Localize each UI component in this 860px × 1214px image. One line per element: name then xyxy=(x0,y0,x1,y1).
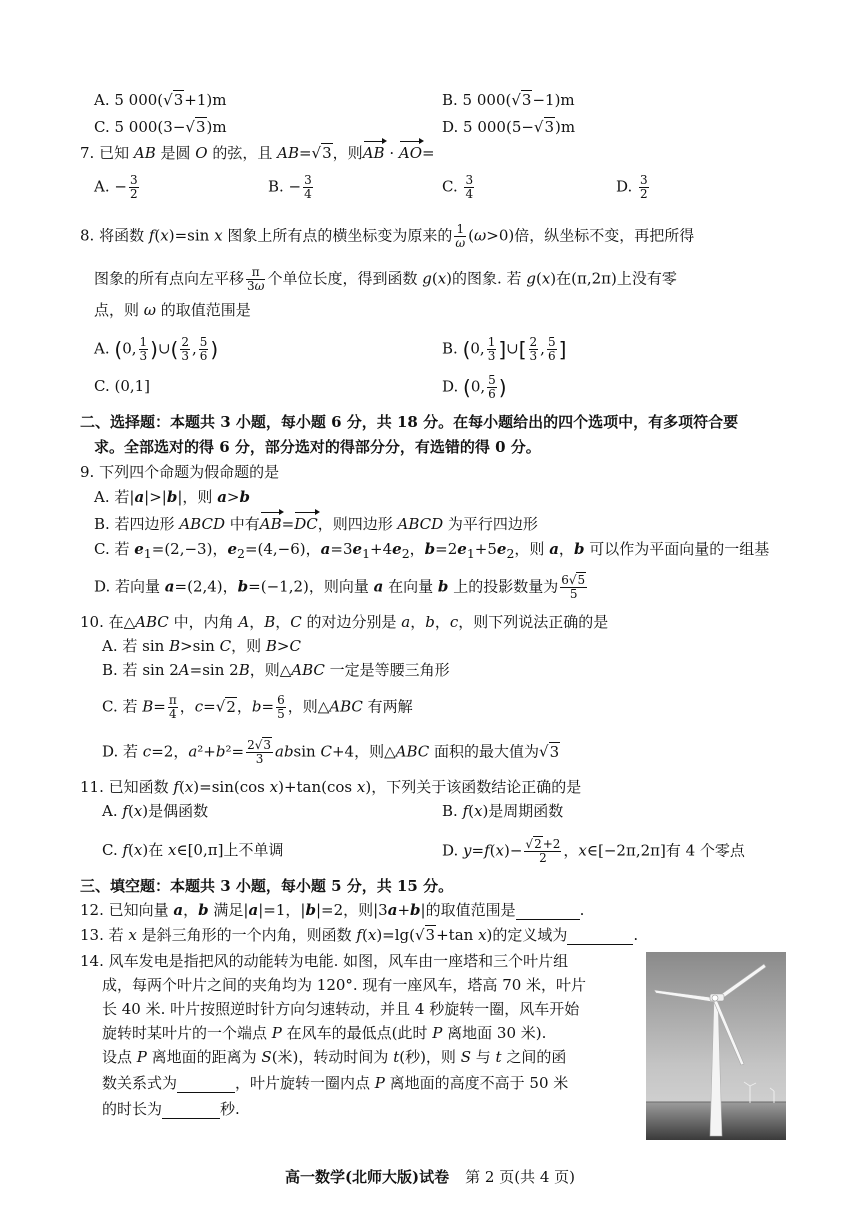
q9-option-b: B. 若四边形 ABCD 中有AB=DC，则四边形 ABCD 为平行四边形 xyxy=(94,515,538,533)
q8-option-d: D. (0, $\frac{5}{6}$ ) xyxy=(442,373,507,401)
wind-turbine-photo xyxy=(646,952,786,1140)
section-3-heading: 三、填空题：本题共 3 小题，每小题 5 分，共 15 分。 xyxy=(80,877,454,895)
q8-line-2: 图象的所有点向左平移 $\frac{\pi}{3\omega}$ 个单位长度，得到函数 g(x)的图象. 若 g(x)在(π,2π)上没有零 xyxy=(94,265,677,293)
q14-line-5: 设点 P 离地面的距离为 S(米)，转动时间为 t(秒)，则 S 与 t 之间的函 xyxy=(102,1048,567,1066)
q14-line-2: 成，每两个叶片之间的夹角均为 120°. 现有一座风车，塔高 70 米，叶片 xyxy=(102,976,587,994)
q11-option-d: D. y=f(x)− $\frac{√2+2}{2}$ ，x∈[−2π,2π]有 4 个零点 xyxy=(442,837,745,865)
q11-option-b: B. f(x)是周期函数 xyxy=(442,802,564,820)
q14-line-4: 旋转时某叶片的一个端点 P 在风车的最低点(此时 P 离地面 30 米). xyxy=(102,1024,547,1042)
q10-option-a: A. 若 sin B>sin C，则 B>C xyxy=(102,637,301,655)
q14-answer-blank-1[interactable] xyxy=(177,1076,235,1093)
footer-title: 高一数学(北师大版)试卷 xyxy=(284,1168,450,1186)
q10-option-b: B. 若 sin 2A=sin 2B，则△ABC 一定是等腰三角形 xyxy=(102,661,450,679)
q8-line-3: 点，则 ω 的取值范围是 xyxy=(94,301,251,319)
q8-option-c: C. (0,1] xyxy=(94,377,151,395)
q6-option-b: B. 5 000(√3−1)m xyxy=(442,91,575,109)
q9-stem: 9. 下列四个命题为假命题的是 xyxy=(80,463,280,481)
q9-option-a: A. 若|a|>|b|，则 a>b xyxy=(94,488,250,506)
q10-option-d: D. 若 c=2，a²+b²= $\frac{2√3}{3}$ absin C+4，则△ABC 面积的最大值为√3 xyxy=(102,738,560,766)
q7-option-b: B. − $\frac{3}{4}$ xyxy=(268,173,312,201)
q11-stem: 11. 已知函数 f(x)=sin(cos x)+tan(cos x)，下列关于该函数结论正确的是 xyxy=(80,778,582,796)
q8-option-a: A. (0, $\frac{1}{3}$ )∪( $\frac{2}{3}$ , $\frac{5}{6}$ ) xyxy=(94,335,219,363)
q8-option-b: B. (0, $\frac{1}{3}$ ]∪[ $\frac{2}{3}$ , $\frac{5}{6}$ ] xyxy=(442,335,567,363)
q7-option-d: D. $\frac{3}{2}$ xyxy=(616,173,648,201)
q10-stem: 10. 在△ABC 中，内角 A，B，C 的对边分别是 a，b，c，则下列说法正确的是 xyxy=(80,613,609,631)
q12-answer-blank[interactable] xyxy=(516,903,580,920)
q7-stem: 7. 已知 AB 是圆 O 的弦，且 AB=√3，则AB · AO= xyxy=(80,144,435,162)
q10-option-c: C. 若 B= $\frac{\pi}{4}$ ，c=√2，b= $\frac{6}{5}$ ，则△ABC 有两解 xyxy=(102,693,413,721)
q14-answer-blank-2[interactable] xyxy=(162,1102,220,1119)
q6-option-c: C. 5 000(3−√3)m xyxy=(94,118,227,136)
q13-answer-blank[interactable] xyxy=(567,928,633,945)
footer-page-number: 第 2 页(共 4 页) xyxy=(465,1168,576,1186)
q8-line-1: 8. 将函数 f(x)=sin x 图象上所有点的横坐标变为原来的 $\frac{1}{\omega}$ (ω>0)倍，纵坐标不变，再把所得 xyxy=(80,222,695,250)
q14-line-6: 数关系式为 ，叶片旋转一圈内点 P 离地面的高度不高于 50 米 xyxy=(102,1074,569,1092)
section-2-heading: 二、选择题：本题共 3 小题，每小题 6 分，共 18 分。在每小题给出的四个选项中，有多项符合要 xyxy=(80,413,739,431)
q11-option-a: A. f(x)是偶函数 xyxy=(102,802,209,820)
q7-option-a: A. − $\frac{3}{2}$ xyxy=(94,173,138,201)
q7-option-c: C. $\frac{3}{4}$ xyxy=(442,173,474,201)
q14-line-3: 长 40 米. 叶片按照逆时针方向匀速转动，并且 4 秒旋转一圈，风车开始 xyxy=(102,1000,580,1018)
q13-stem: 13. 若 x 是斜三角形的一个内角，则函数 f(x)=lg(√3+tan x)的定义域为 . xyxy=(80,926,639,944)
q11-option-c: C. f(x)在 x∈[0,π]上不单调 xyxy=(102,841,284,859)
q6-option-d: D. 5 000(5−√3)m xyxy=(442,118,576,136)
q14-line-7: 的时长为 秒. xyxy=(102,1100,240,1118)
q9-option-d: D. 若向量 a=(2,4)，b=(−1,2)，则向量 a 在向量 b 上的投影数量为 $\frac{6√5}{5}$ xyxy=(94,573,586,601)
q12-stem: 12. 已知向量 a，b 满足|a|=1，|b|=2，则|3a+b|的取值范围是 . xyxy=(80,901,585,919)
q9-option-c: C. 若 $e_1=(2,-3)$，$e_2=(4,-6)$，$a=3e_1+4e_2$，$b=2e_1+5e_2$，则 a，b 可以作为平面向量的一组基 xyxy=(94,540,770,561)
section-2-instructions: 求。全部选对的得 6 分，部分选对的得部分分，有选错的得 0 分。 xyxy=(94,438,541,456)
q14-line-1: 14. 风车发电是指把风的动能转为电能. 如图，风车由一座塔和三个叶片组 xyxy=(80,952,569,970)
page-footer xyxy=(0,1167,860,1187)
q6-option-a: A. 5 000(√3+1)m xyxy=(94,91,227,109)
